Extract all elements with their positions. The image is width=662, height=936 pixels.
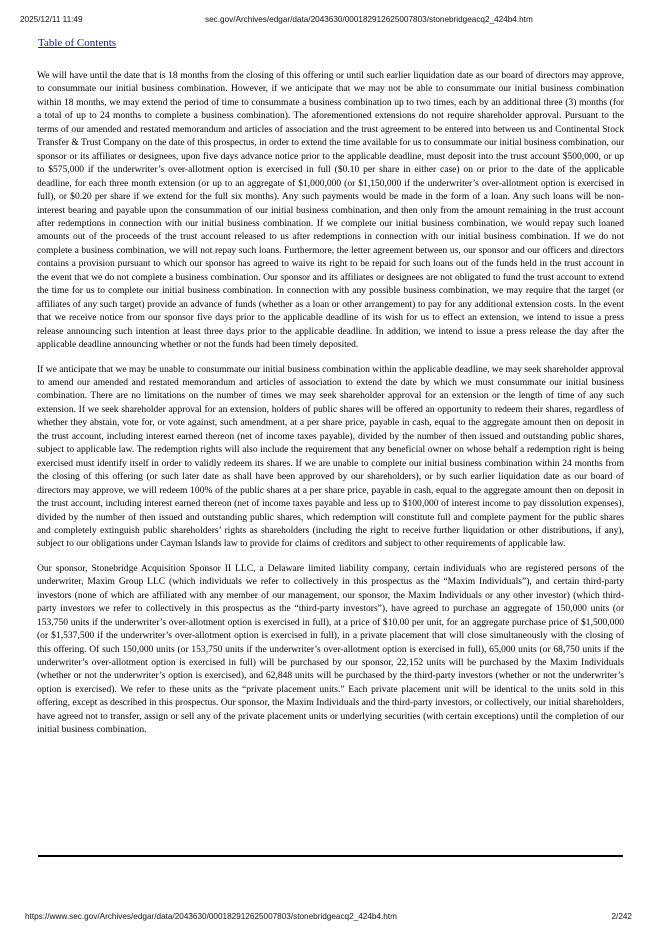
table-of-contents-link[interactable]: Table of Contents: [38, 37, 117, 49]
print-header-url: sec.gov/Archives/edgar/data/2043630/000182912625007803/stonebridgeacq2_424b4.htm: [205, 15, 533, 24]
print-datetime: 2025/12/11 11:49: [20, 15, 83, 24]
paragraph-private-placement: Our sponsor, Stonebridge Acquisition Sponsor II LLC, a Delaware limited liability company, certain individuals who are registered persons of the underwriter, Maxim Group LLC (which individuals we refer to collectively in this prospectus as the “Maxim Individuals”), and certain third-party investors (none of which are affiliated with any member of our management, our sponsor, the Maxim Individuals or any other investor) (which third-party investors we refer to collectively in this prospectus as the “third-party investors”), have agreed to purchase an aggregate of 150,000 units (or 153,750 units if the underwriter’s over-allotment option is exercised in full), at a price of $10.00 per unit, for an aggregate purchase price of $1,500,000 (or $1,537,500 if the underwriter’s over-allotment option is exercised in full), in a private placement that will close simultaneously with the closing of this offering. Of such 150,000 units (or 153,750 units if the underwriter’s over-allotment option is exercised in full), 65,000 units (or 68,750 units if the underwriter’s over-allotment option is exercised in full) will be purchased by our sponsor, 22,152 units will be purchased by the Maxim Individuals (whether or not the underwriter’s option is exercised), and 62,848 units will be purchased by the third-party investors (whether or not the underwriter’s option is exercised). We refer to these units as the “private placement units.” Each private placement unit will be identical to the units sold in this offering, except as described in this prospectus. Our sponsor, the Maxim Individuals and the third-party investors, or collectively, our initial shareholders, have agreed not to transfer, assign or sell any of the private placement units or underlying securities (with certain exceptions) until the completion of our initial business combination.: [37, 562, 624, 736]
paragraph-extension-period: We will have until the date that is 18 months from the closing of this offering or until such earlier liquidation date as our board of directors may approve, to consummate our initial business combination. However, if we anticipate that we may not be able to consummate our initial business combination within 18 months, we may extend the period of time to consummate a business combination up to two times, each by an additional three (3) months (for a total of up to 24 months to complete a business combination). The aforementioned extensions do not require shareholder approval. Pursuant to the terms of our amended and restated memorandum and articles of association and the trust agreement to be entered into between us and Continental Stock Transfer & Trust Company on the date of this prospectus, in order to extend the time available for us to consummate our initial business combination, our sponsor or its affiliates or designees, upon five days advance notice prior to the applicable deadline, must deposit into the trust account $500,000, or up to $575,000 if the underwriter’s over-allotment option is exercised in full ($0.10 per share in either case) on or prior to the date of the applicable deadline, for each three month extension (or up to an aggregate of $1,000,000 (or $1,150,000 if the underwriter’s over-allotment option is exercised in full), or $0.20 per share if we extend for the full six months). Any such payments would be made in the form of a loan. Any such loans will be non-interest bearing and payable upon the consummation of our initial business combination, and then only from the amount remaining in the trust account after redemptions in connection with our initial business combination. If we complete our initial business combination, we would repay such loaned amounts out of the proceeds of the trust account released to us after redemptions in connection with our initial business combination. If we do not complete a business combination, we will not repay such loans. Furthermore, the letter agreement between us, our sponsor and our officers and directors contains a provision pursuant to which our sponsor has agreed to waive its right to be repaid for such loans out of the funds held in the trust account in the event that we do not complete a business combination. Our sponsor and its affiliates or designees are not obligated to fund the trust account to extend the time for us to complete our initial business combination. In connection with any possible business combination, we may require that the target (or affiliates of any such target) provide an advance of funds (whether as a loan or other arrangement) to pay for any additional extension costs. In the event that we receive notice from our sponsor five days prior to the applicable deadline of its wish for us to effect an extension, we intend to issue a press release announcing such intention at least three days prior to the applicable deadline. In addition, we intend to issue a press release the day after the applicable deadline announcing whether or not the funds had been timely deposited.: [37, 70, 624, 351]
paragraph-shareholder-approval: If we anticipate that we may be unable to consummate our initial business combination within the applicable deadline, we may seek shareholder approval to amend our amended and restated memorandum and articles of association to extend the date by which we must consummate our initial business combination. There are no limitations on the number of times we may seek shareholder approval for an extension or the length of time of any such extension. If we seek shareholder approval for an extension, holders of public shares will be offered an opportunity to redeem their shares, regardless of whether they abstain, vote for, or vote against, such amendment, at a per share price, payable in cash, equal to the aggregate amount then on deposit in the trust account, including interest earned thereon (net of income taxes payable), divided by the number of then issued and outstanding public shares, subject to applicable law. The redemption rights will also include the requirement that any beneficial owner on whose behalf a redemption right is being exercised must identify itself in order to validly redeem its shares. If we are unable to complete our initial business combination within 24 months from the closing of this offering (or such later date as shall have been approved by our shareholders), or by such earlier liquidation date as our board of directors may approve, we will redeem 100% of the public shares at a per share price, payable in cash, equal to the aggregate amount then on deposit in the trust account, including interest earned thereon (net of income taxes payable and less up to $100,000 of interest income to pay dissolution expenses), divided by the number of then issued and outstanding public shares, which redemption will constitute full and complete payment for the public shares and completely extinguish public shareholders’ rights as shareholders (including the right to receive further liquidation or other distributions, if any), subject to our obligations under Cayman Islands law to provide for claims of creditors and subject to other requirements of applicable law.: [37, 363, 624, 550]
section-divider: [38, 855, 623, 857]
page-number: 2/242: [611, 912, 632, 921]
document-body: [37, 69, 624, 748]
print-footer-url: https://www.sec.gov/Archives/edgar/data/2043630/000182912625007803/stonebridgeacq2_424b4.htm: [25, 912, 397, 921]
